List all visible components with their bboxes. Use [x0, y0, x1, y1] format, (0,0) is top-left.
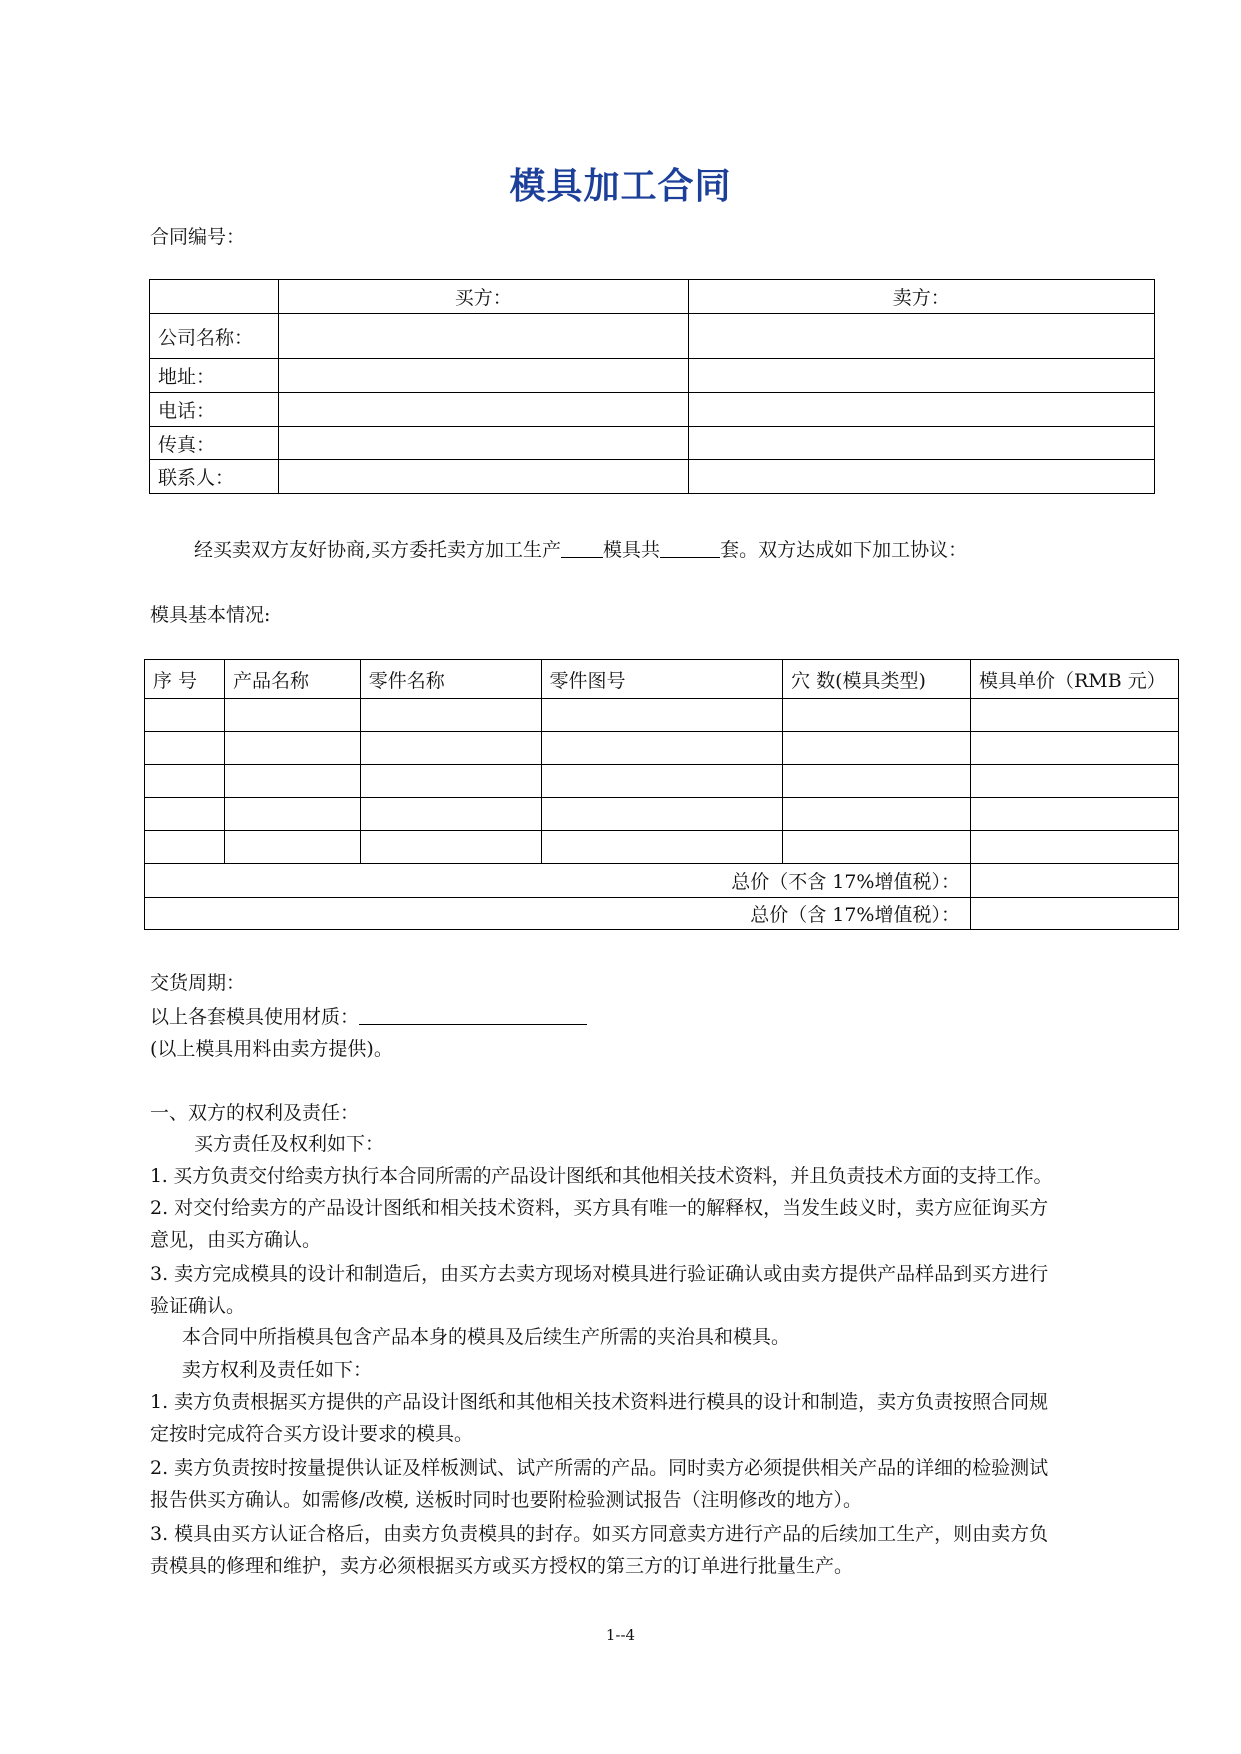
table-cell[interactable]	[360, 699, 541, 732]
table-cell[interactable]	[541, 831, 783, 864]
mold-basic-label: 模具基本情况:	[150, 604, 271, 626]
table-cell[interactable]	[970, 699, 1178, 732]
table-cell[interactable]	[970, 765, 1178, 798]
table-cell[interactable]	[360, 765, 541, 798]
header-part-drawing: 零件图号	[541, 660, 783, 699]
material-label: 以上各套模具使用材质：	[150, 1006, 360, 1028]
table-cell[interactable]	[783, 699, 971, 732]
delivery-label: 交货周期：	[150, 972, 246, 994]
seller-contact-field[interactable]	[688, 460, 1154, 494]
header-seq: 序 号	[145, 660, 225, 699]
table-cell[interactable]	[783, 765, 971, 798]
material-note: (以上模具用料由卖方提供)。	[150, 1038, 393, 1060]
table-cell[interactable]	[145, 699, 225, 732]
seller-fax-field[interactable]	[688, 427, 1154, 460]
table-row	[145, 831, 1179, 864]
table-cell[interactable]	[783, 831, 971, 864]
table-cell[interactable]	[541, 765, 783, 798]
buyer-company-field[interactable]	[278, 314, 688, 359]
table-cell[interactable]	[970, 831, 1178, 864]
table-cell[interactable]	[970, 798, 1178, 831]
parties-table	[149, 279, 1155, 494]
header-cavity: 穴 数(模具类型)	[783, 660, 971, 699]
parties-corner-cell	[150, 280, 279, 314]
table-cell[interactable]	[783, 798, 971, 831]
table-row	[145, 765, 1179, 798]
table-cell[interactable]	[145, 765, 225, 798]
total-excl-tax-label: 总价（不含 17%增值税）：	[145, 864, 971, 898]
product-blank[interactable]	[561, 539, 603, 558]
table-cell[interactable]	[145, 798, 225, 831]
seller-header: 卖方：	[688, 280, 1154, 314]
buyer-fax-field[interactable]	[278, 427, 688, 460]
table-cell[interactable]	[145, 732, 225, 765]
seller-duty-1-line2: 定按时完成符合买方设计要求的模具。	[150, 1423, 474, 1445]
table-cell[interactable]	[224, 798, 360, 831]
table-cell[interactable]	[145, 831, 225, 864]
table-cell[interactable]	[360, 798, 541, 831]
page-title: 模具加工合同	[509, 165, 732, 207]
seller-duty-2-line2: 报告供买方确认。如需修/改模, 送板时同时也要附检验测试报告（注明修改的地方）。	[150, 1489, 862, 1511]
table-cell[interactable]	[360, 831, 541, 864]
seller-phone-field[interactable]	[688, 393, 1154, 427]
agreement-part2: 模具共	[603, 539, 661, 561]
contract-number-label: 合同编号：	[150, 226, 246, 248]
table-cell[interactable]	[970, 732, 1178, 765]
material-line	[150, 1002, 587, 1029]
buyer-duty-2-line1: 2. 对交付给卖方的产品设计图纸和相关技术资料，买方具有唯一的解释权，当发生歧义时，卖方应征询买方	[150, 1197, 1049, 1219]
buyer-duty-3-line1: 3. 卖方完成模具的设计和制造后，由买方去卖方现场对模具进行验证确认或由卖方提供产品样品到买方进行	[150, 1263, 1049, 1285]
buyer-duty-1: 1. 买方负责交付给卖方执行本合同所需的产品设计图纸和其他相关技术资料，并且负责技术方面的支持工作。	[150, 1165, 1053, 1187]
buyer-address-field[interactable]	[278, 359, 688, 393]
table-cell[interactable]	[541, 732, 783, 765]
total-excl-tax-value[interactable]	[970, 864, 1178, 898]
buyer-phone-field[interactable]	[278, 393, 688, 427]
set-count-blank[interactable]	[660, 539, 720, 558]
buyer-contact-field[interactable]	[278, 460, 688, 494]
seller-duties-subheading: 卖方权利及责任如下：	[182, 1359, 373, 1381]
table-cell[interactable]	[224, 699, 360, 732]
address-label: 地址：	[150, 359, 279, 393]
total-incl-tax-label: 总价（含 17%增值税）：	[145, 898, 971, 930]
agreement-part3: 套。双方达成如下加工协议：	[720, 539, 968, 561]
table-row	[145, 732, 1179, 765]
table-cell[interactable]	[783, 732, 971, 765]
table-cell[interactable]	[360, 732, 541, 765]
seller-duty-3-line1: 3. 模具由买方认证合格后，由卖方负责模具的封存。如买方同意卖方进行产品的后续加工生产，则由卖方负	[150, 1523, 1049, 1545]
seller-duty-3-line2: 责模具的修理和维护，卖方必须根据买方或买方授权的第三方的订单进行批量生产。	[150, 1555, 854, 1577]
agreement-paragraph	[194, 535, 967, 562]
contact-label: 联系人：	[150, 460, 279, 494]
table-cell[interactable]	[541, 798, 783, 831]
table-cell[interactable]	[224, 732, 360, 765]
page-number: 1--4	[605, 1626, 636, 1644]
mold-scope-note: 本合同中所指模具包含产品本身的模具及后续生产所需的夹治具和模具。	[182, 1326, 791, 1348]
seller-company-field[interactable]	[688, 314, 1154, 359]
table-row	[145, 699, 1179, 732]
table-row	[145, 798, 1179, 831]
seller-duty-2-line1: 2. 卖方负责按时按量提供认证及样板测试、试产所需的产品。同时卖方必须提供相关产品的详细的检验测试	[150, 1457, 1049, 1479]
phone-label: 电话：	[150, 393, 279, 427]
fax-label: 传真：	[150, 427, 279, 460]
table-cell[interactable]	[224, 765, 360, 798]
table-cell[interactable]	[541, 699, 783, 732]
header-unit-price: 模具单价（RMB 元）	[970, 660, 1178, 699]
buyer-duty-3-line2: 验证确认。	[150, 1295, 246, 1317]
company-name-label: 公司名称：	[150, 314, 279, 359]
buyer-duties-subheading: 买方责任及权利如下：	[194, 1133, 385, 1155]
section1-heading: 一、双方的权利及责任：	[150, 1102, 360, 1124]
header-product-name: 产品名称	[224, 660, 360, 699]
total-incl-tax-value[interactable]	[970, 898, 1178, 930]
agreement-part1: 经买卖双方友好协商,买方委托卖方加工生产	[194, 539, 562, 561]
material-blank[interactable]	[359, 1006, 587, 1025]
seller-duty-1-line1: 1. 卖方负责根据买方提供的产品设计图纸和其他相关技术资料进行模具的设计和制造，卖方负责按照合同规	[150, 1391, 1049, 1413]
header-part-name: 零件名称	[360, 660, 541, 699]
table-cell[interactable]	[224, 831, 360, 864]
buyer-header: 买方：	[278, 280, 688, 314]
mold-table	[144, 659, 1179, 930]
buyer-duty-2-line2: 意见，由买方确认。	[150, 1229, 322, 1251]
seller-address-field[interactable]	[688, 359, 1154, 393]
